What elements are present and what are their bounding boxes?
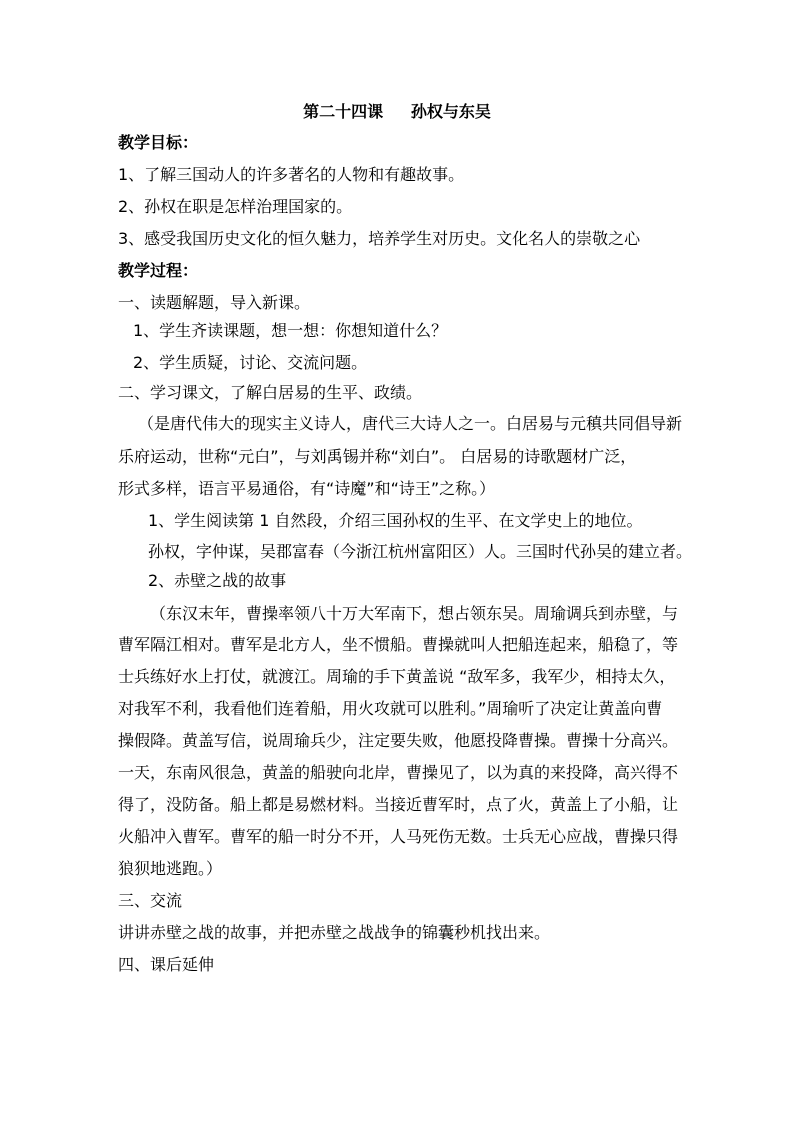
story-line-7: 得了，没防备。船上都是易燃材料。当接近曹军时，点了火，黄盖上了小船，让 [118,795,679,814]
goal-item-1: 1、了解三国动人的许多著名的人物和有趣故事。 [118,165,465,184]
goal-item-2: 2、孙权在职是怎样治理国家的。 [118,197,353,216]
story-line-3: 士兵练好水上打仗，就渡江。周瑜的手下黄盖说 “敌军多，我军少，相持太久， [118,667,676,686]
section-2-heading: 二、学习课文，了解白居易的生平、政绩。 [118,383,423,402]
story-line-4: 对我军不利，我看他们连着船，用火攻就可以胜利。”周瑜听了决定让黄盖向曹 [118,699,663,718]
section-3-text: 讲讲赤壁之战的故事，并把赤壁之战战争的锦囊秒机找出来。 [118,923,551,942]
section-1-item-2: 2、学生质疑，讨论、交流问题。 [133,353,368,372]
section-1-item-1: 1、学生齐读课题，想一想：你想知道什么？ [133,321,448,340]
section-4-heading: 四、课后延伸 [118,955,215,974]
section-1-heading: 一、读题解题，导入新课。 [118,293,311,312]
note-line-1: （是唐代伟大的现实主义诗人，唐代三大诗人之一。白居易与元稹共同倡导新 [138,414,683,433]
page-title: 第二十四课 孙权与东吴 [303,102,491,121]
note-line-2: 乐府运动，世称“元白”，与刘禹锡并称“刘白”。 白居易的诗歌题材广泛， [118,447,637,466]
story-line-8: 火船冲入曹军。曹军的船一时分不开，人马死伤无数。士兵无心应战，曹操只得 [118,827,679,846]
section-2-item-1-text: 孙权，字仲谋，吴郡富春（今浙江杭州富阳区）人。三国时代孙吴的建立者。 [148,542,693,561]
note-line-3: 形式多样，语言平易通俗，有“诗魔”和“诗王”之称。） [118,479,496,498]
section-3-heading: 三、交流 [118,891,183,910]
section-2-item-1: 1、学生阅读第 1 自然段，介绍三国孙权的生平、在文学史上的地位。 [148,511,643,530]
section-2-item-2: 2、赤壁之战的故事 [148,571,287,590]
heading-goals: 教学目标： [118,133,199,152]
story-line-5: 操假降。黄盖写信，说周瑜兵少，注定要失败，他愿投降曹操。曹操十分高兴。 [118,731,679,750]
story-line-1: （东汉末年，曹操率领八十万大军南下，想占领东吴。周瑜调兵到赤壁，与 [150,604,679,623]
goal-item-3: 3、感受我国历史文化的恒久魅力，培养学生对历史。文化名人的崇敬之心 [118,229,641,248]
story-line-9: 狼狈地逃跑。） [118,859,223,878]
heading-process: 教学过程： [118,261,199,280]
story-line-6: 一天，东南风很急，黄盖的船驶向北岸，曹操见了，以为真的来投降，高兴得不 [118,763,679,782]
story-line-2: 曹军隔江相对。曹军是北方人，坐不惯船。曹操就叫人把船连起来，船稳了，等 [118,635,679,654]
